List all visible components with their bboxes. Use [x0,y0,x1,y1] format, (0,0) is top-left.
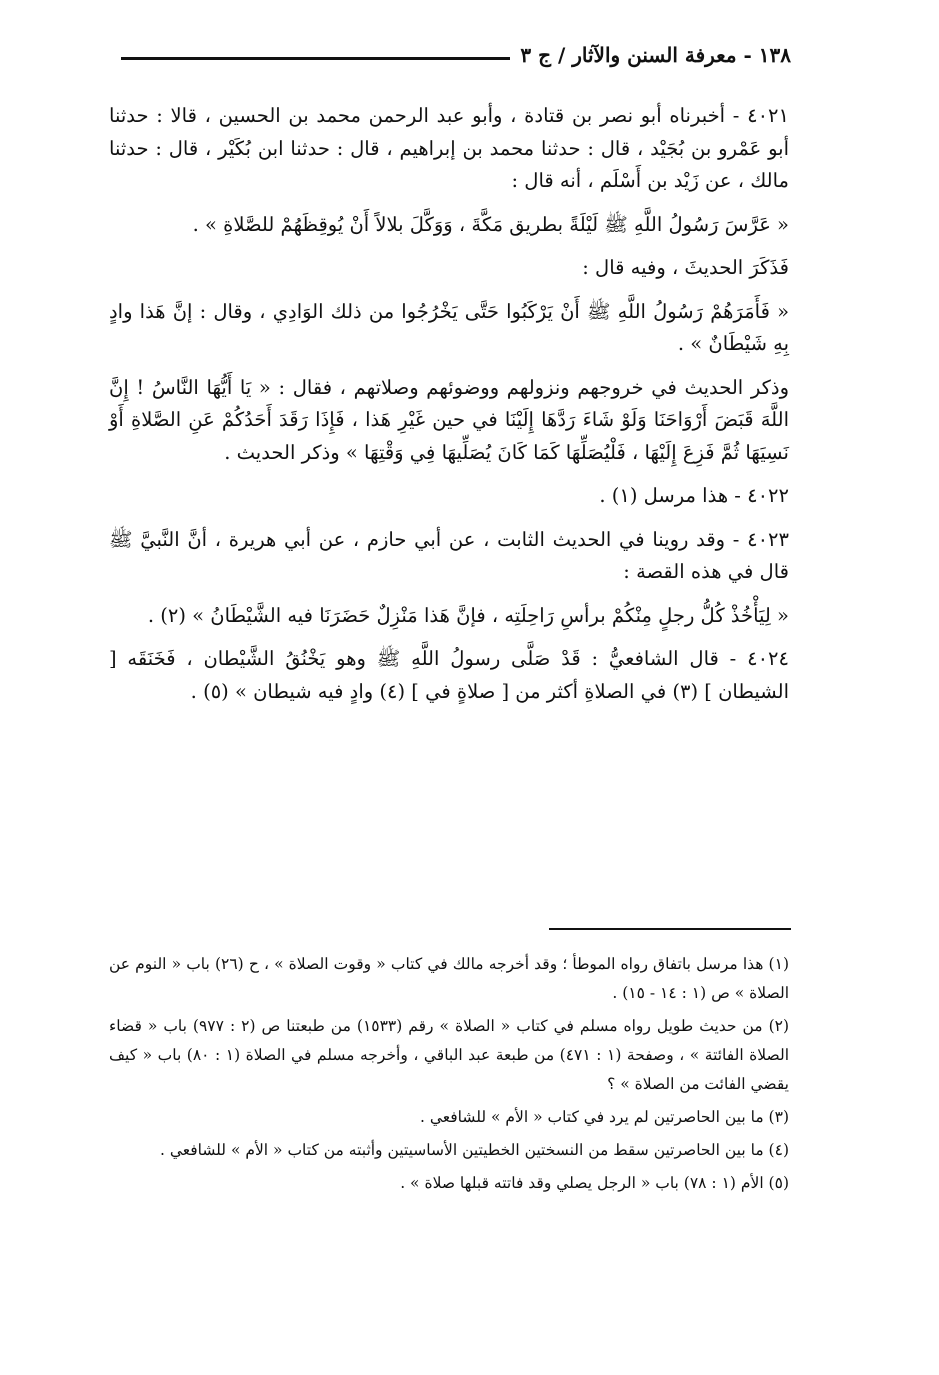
footnote-3: (٣) ما بين الحاصرتين لم يرد في كتاب « الأم » للشافعي . [420,1108,789,1126]
footnote-2: (٢) من حديث طويل رواه مسلم في كتاب « الصلاة » رقم (١٥٣٣) من طبعتنا ص (٢ : ٩٧٧) باب « قضاء الصلاة الفائتة » ، وصفحة (١ : ٤٧١) من طبعة عبد الباقي ، وأخرجه مسلم في الصلاة (١ : ٨٠) باب « كيف يقضي الفائت من الصلاة » ؟ [109,1017,790,1093]
header-rule [121,57,510,60]
paragraph-4021: ٤٠٢١ - أخبرناه أبو نصر بن قتادة ، وأبو عبد الرحمن محمد بن الحسين ، قالا : حدثنا أبو عَمْرو بن بُجَيْد ، قال : حدثنا محمد بن إبراهيم ، قال : حدثنا ابن بُكَيْر ، قال : حدثنا مالك ، عن زَيْد بن أَسْلَم ، أنه قال : [109,104,789,192]
paragraph-4022: ٤٠٢٢ - هذا مرسل (١) . [599,484,789,507]
footnote-5: (٥) الأم (١ : ٧٨) باب « الرجل يصلي وقد فاتته قبلها صلاة » . [400,1174,789,1192]
paragraph-fadhakara: فَذَكَرَ الحديثَ ، وفيه قال : [582,256,789,279]
main-text [109,100,789,719]
footnote-4: (٤) ما بين الحاصرتين سقط من النسختين الخطيتين الأساسيتين وأثبته من كتاب « الأم » للشافعي . [159,1141,789,1159]
hadith-quote-3: « لِيَأْخُذْ كُلُّ رجلٍ مِنْكُمْ برأسِ رَاحِلَتِه ، فإنَّ هَذا مَنْزِلٌ حَضَرَنَا فيه الشَّيْطَانُ » (٢) . [147,603,789,627]
paragraph-wadhakara: وذكر الحديث في خروجهم ونزولهم ووضوئهم وصلاتهم ، فقال : « يَا أَيُّهَا النَّاسُ ! إِنَّ اللَّهَ قَبَضَ أَرْوَاحَنَا وَلَوْ شَاءَ رَدَّهَا إِلَيْنَا في حين غَيْرِ هَذا ، فَإِذَا رَقَدَ أَحَدُكُمْ عَنِ الصَّلاةِ أَوْ نَسِيَهَا ثُمَّ فَزِعَ إِلَيْهَا ، فَلْيُصَلِّهَا كَمَا كَانَ يُصَلِّيهَا فِي وَقْتِهَا » وذكر الحديث . [109,375,789,464]
paragraph-4024: ٤٠٢٤ - قال الشافعيُّ : قَدْ صَلَّى رسولُ اللَّهِ ﷺ وهو يَخْنُقُ الشَّيْطان ، فَخَنَقَه [ الشيطان ] (٣) في الصلاةِ أكثر من [ صلاةٍ في ] (٤) وادٍ فيه شيطان » (٥) . [109,647,789,703]
hadith-quote-2: « فَأَمَرَهُمْ رَسُولُ اللَّهِ ﷺ أَنْ يَرْكَبُوا حَتَّى يَخْرُجُوا من ذلك الوَادِي ، وقال : إنَّ هَذا وادٍ بِهِ شَيْطَانٌ » . [109,299,789,355]
footnotes [109,950,789,1202]
footnote-separator [549,928,791,930]
page-header [121,38,791,72]
hadith-quote-1: « عَرَّسَ رَسُولُ اللَّهِ ﷺ لَيْلَةً بطريق مَكَّةَ ، وَوَكَّلَ بلالاً أَنْ يُوقِظَهُمْ للصَّلاةِ » . [192,212,789,236]
running-header: ١٣٨ - معرفة السنن والآثار / ج ٣ [520,43,791,67]
footnote-1: (١) هذا مرسل باتفاق رواه الموطأ ؛ وقد أخرجه مالك في كتاب « وقوت الصلاة » ، ح (٢٦) باب « النوم عن الصلاة » ص (١ : ١٤ - ١٥) . [109,955,789,1002]
paragraph-4023: ٤٠٢٣ - وقد روينا في الحديث الثابت ، عن أبي حازم ، عن أبي هريرة ، أنَّ النَّبيَّ ﷺ قال في هذه القصة : [109,527,789,583]
